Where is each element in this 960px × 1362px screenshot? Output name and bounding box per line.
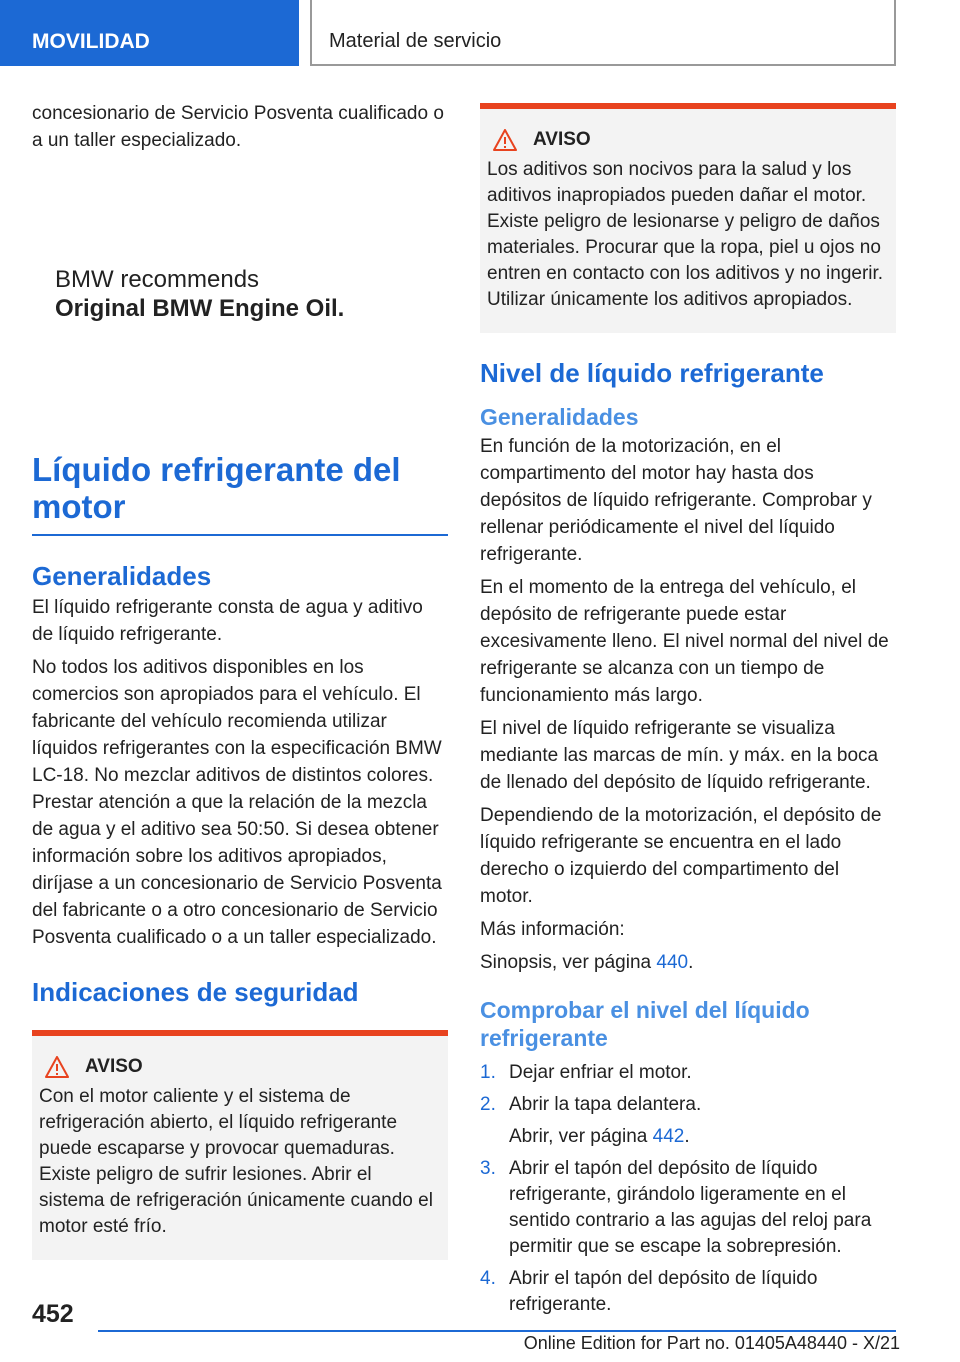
step-number: 3. <box>480 1158 496 1179</box>
step-text: Abrir el tapón del depósito de líquido refrigerante, girándolo ligeramente en el sentido contrario a las agujas del reloj para permitir que se escape la sobrepresión. <box>509 1158 872 1257</box>
page-number: 452 <box>32 1300 74 1328</box>
safety-heading: Indicaciones de seguridad <box>32 977 359 1007</box>
section-tab[interactable]: MOVILIDAD <box>0 0 299 66</box>
general-paragraph-1: El líquido refrigerante consta de agua y aditivo de líquido refrigerante. <box>32 597 423 645</box>
right-column <box>480 103 896 1324</box>
more-info-label: Más información: <box>480 919 625 940</box>
warning-title: AVISO <box>85 1056 143 1077</box>
warning-title: AVISO <box>533 129 591 150</box>
step-text: Abrir la tapa delantera. <box>509 1094 702 1115</box>
step-note-end: . <box>684 1126 690 1147</box>
synopsis-page-link[interactable]: 440 <box>656 952 689 973</box>
warning-text: Con el motor caliente y el sistema de refrigeración abierto, el líquido refrigerante puede escaparse y provocar quemaduras. Existe peligro de sufrir lesiones. Abrir el sistema de refrigeración únicamente cuando el motor esté frío. <box>39 1086 433 1237</box>
list-item <box>480 1092 896 1150</box>
list-item <box>480 1060 896 1086</box>
step-note <box>509 1124 896 1150</box>
warning-triangle-icon <box>45 1056 69 1078</box>
oil-logo-line1: BMW recommends <box>55 266 260 293</box>
warning-header <box>39 1056 441 1078</box>
steps-list <box>480 1060 896 1318</box>
synopsis-text: Sinopsis, ver página <box>480 952 657 973</box>
step-number: 1. <box>480 1062 496 1083</box>
chapter-title: Material de servicio <box>310 0 896 66</box>
warning-box <box>32 1030 448 1260</box>
level-paragraph-1: En función de la motorización, en el compartimento del motor hay hasta dos depósitos de líquido refrigerante. Comprobar y rellenar periódicamente el nivel del líquido refrigerante. <box>480 436 872 565</box>
check-level-heading: Comprobar el nivel del líquido refrigerante <box>480 997 810 1051</box>
level-paragraph-3: El nivel de líquido refrigerante se visualiza mediante las marcas de mín. y máx. en la boca de llenado del depósito de líquido refrigerante. <box>480 718 879 793</box>
step-note-text: Abrir, ver página <box>509 1126 653 1147</box>
synopsis-end: . <box>688 952 694 973</box>
left-column <box>32 100 448 1260</box>
step-number: 2. <box>480 1094 496 1115</box>
general-heading: Generalidades <box>480 404 639 430</box>
warning-text: Los aditivos son nocivos para la salud y los aditivos inapropiados pueden dañar el motor. Existe peligro de lesionarse y peligro de daños materiales. Procurar que la ropa, piel u ojos no entren en contacto con los aditivos y no ingerir. Utilizar únicamente los aditivos apropiados. <box>487 159 884 310</box>
warning-triangle-icon <box>493 129 517 151</box>
section-title: Líquido refrigerante del motor <box>32 451 448 536</box>
synopsis-reference <box>480 949 896 976</box>
hood-page-link[interactable]: 442 <box>652 1126 685 1147</box>
level-paragraph-2: En el momento de la entrega del vehículo, el depósito de refrigerante puede estar excesivamente lleno. El nivel normal del nivel de refrigerante se alcanza con un tiempo de funcionamiento más largo. <box>480 577 889 706</box>
coolant-level-heading: Nivel de líquido refrigerante <box>480 358 824 388</box>
step-text: Dejar enfriar el motor. <box>509 1062 692 1083</box>
general-heading: Generalidades <box>32 561 212 591</box>
list-item <box>480 1156 896 1260</box>
general-paragraph-2: No todos los aditivos disponibles en los comercios son apropiados para el vehículo. El fabricante del vehículo recomienda utilizar líquidos refrigerantes con la especificación BMW LC-18. No mezclar aditivos de distintos colores. Prestar atención a que la relación de la mezcla de agua y el aditivo sea 50:50. Si desea obtener información sobre los aditivos apropiados, diríjase a un concesionario de Servicio Posventa del fabricante o a otro concesionario de Servicio Posventa cualificado o a un taller especializado. <box>32 657 442 948</box>
bmw-oil-logo <box>55 266 448 324</box>
page-header <box>0 0 960 66</box>
oil-logo-line2: Original BMW Engine Oil. <box>55 295 345 322</box>
step-text: Abrir el tapón del depósito de líquido refrigerante. <box>509 1268 818 1315</box>
intro-paragraph: concesionario de Servicio Posventa cualificado o a un taller especializado. <box>32 103 444 151</box>
list-item <box>480 1266 896 1318</box>
warning-box-additives <box>480 103 896 333</box>
edition-footer: Online Edition for Part no. 01405A48440 - X/21 <box>523 1333 900 1353</box>
level-paragraph-4: Dependiendo de la motorización, el depósito de líquido refrigerante se encuentra en el lado derecho o izquierdo del compartimento del motor. <box>480 805 882 907</box>
step-number: 4. <box>480 1268 496 1289</box>
warning-header <box>487 129 889 151</box>
